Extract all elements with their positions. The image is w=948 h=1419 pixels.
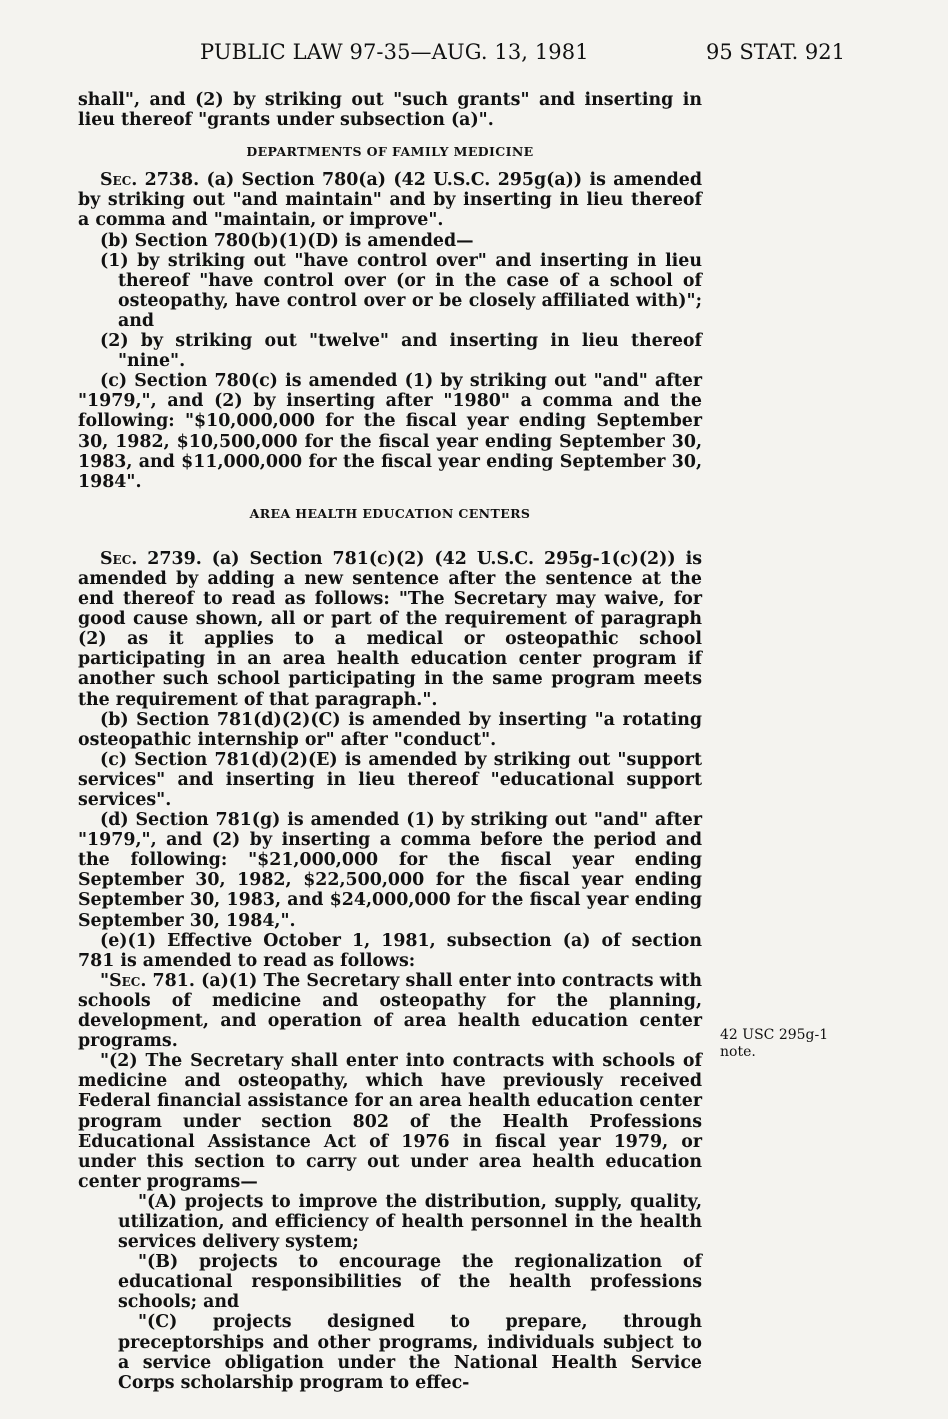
page-header [0,40,948,70]
margin-citation-note: 42 USC 295g-1 note. [720,1027,829,1060]
paragraph-sec-2739-a: Sec. 2739. (a) Section 781(c)(2) (42 U.S.C. 295g-1(c)(2)) is amended by adding a new sentence after the sentence at the end thereof to read as follows: "The Secretary may waive, for good cause shown, all or part of the requirement of paragraph (2) as it applies to a medical or osteopathic school participating in an area health education center program if another such school participating in the same program meets the requirement of that paragraph.". [78,548,702,710]
running-title: PUBLIC LAW 97-35—AUG. 13, 1981 [200,40,589,64]
paragraph-sec-2739-c: (c) Section 781(d)(2)(E) is amended by striking out "support services" and inserting in lieu thereof "educational support services". [78,749,702,810]
paragraph-sec-2738-c: (c) Section 780(c) is amended (1) by striking out "and" after "1979,", and (2) by inserting after "1980" a comma and the following: "$10,000,000 for the fiscal year ending September 30, 1982, $10,500,000 for the fiscal year ending September 30, 1983, and $11,000,000 for the fiscal year ending September 30, 1984". [78,371,702,492]
paragraph: shall", and (2) by striking out "such grants" and inserting in lieu thereof "grants under subsection (a)". [78,90,702,131]
paragraph-sec-781-a2: "(2) The Secretary shall enter into contracts with schools of medicine and osteopathy, which have previously received Federal financial assistance for an area health education center program under section 802 of the Health Professions Educational Assistance Act of 1976 in fiscal year 1979, or under this section to carry out under area health education center programs— [78,1051,702,1192]
paragraph-sec-2739-d: (d) Section 781(g) is amended (1) by striking out "and" after "1979,", and (2) by inserting a comma before the period and the following: "$21,000,000 for the fiscal year ending September 30, 1982, $22,500,000 for the fiscal year ending September 30, 1983, and $24,000,000 for the fiscal year ending September 30, 1984,". [78,810,702,931]
paragraph-sec-2738-b1: (1) by striking out "have control over" and inserting in lieu thereof "have control over (or in the case of a school of osteopathy, have control over or be closely affiliated with)"; and [100,250,702,331]
paragraph-sec-2739-b: (b) Section 781(d)(2)(C) is amended by inserting "a rotating osteopathic internship or" after "conduct". [78,709,702,750]
paragraph-sec-781-A: "(A) projects to improve the distribution, supply, quality, utilization, and efficiency of health personnel in the health services delivery system; [118,1191,702,1253]
paragraph-sec-781-B: "(B) projects to encourage the regionalization of educational responsibilities of the health professions schools; and [118,1252,702,1313]
sec-label: Sec. [109,970,147,991]
sec-label: Sec. [100,170,138,191]
paragraph-sec-2738-a: Sec. 2738. (a) Section 780(a) (42 U.S.C. 295g(a)) is amended by striking out "and maintain" and by inserting in lieu thereof a comma and "maintain, or improve". [78,170,702,231]
paragraph-sec-2738-b: (b) Section 780(b)(1)(D) is amended— [100,230,474,251]
sec-label: Sec. [100,548,138,569]
body-text [78,90,702,1393]
paragraph-sec-2739-e: (e)(1) Effective October 1, 1981, subsection (a) of section 781 is amended to read as follows: [78,930,702,971]
stat-page-number: 95 STAT. 921 [706,40,846,64]
paragraph-sec-781-C: "(C) projects designed to prepare, through preceptorships and other programs, individuals subject to a service obligation under the National Health Service Corps scholarship program to effec- [118,1312,702,1393]
paragraph-sec-781-a1: "Sec. 781. (a)(1) The Secretary shall enter into contracts with schools of medicine and osteopathy for the planning, development, and operation of area health education center programs. [78,970,702,1052]
section-heading: DEPARTMENTS OF FAMILY MEDICINE [246,144,534,160]
section-heading: AREA HEALTH EDUCATION CENTERS [249,505,531,521]
paragraph-sec-2738-b2: (2) by striking out "twelve" and inserting in lieu thereof "nine". [100,331,702,372]
